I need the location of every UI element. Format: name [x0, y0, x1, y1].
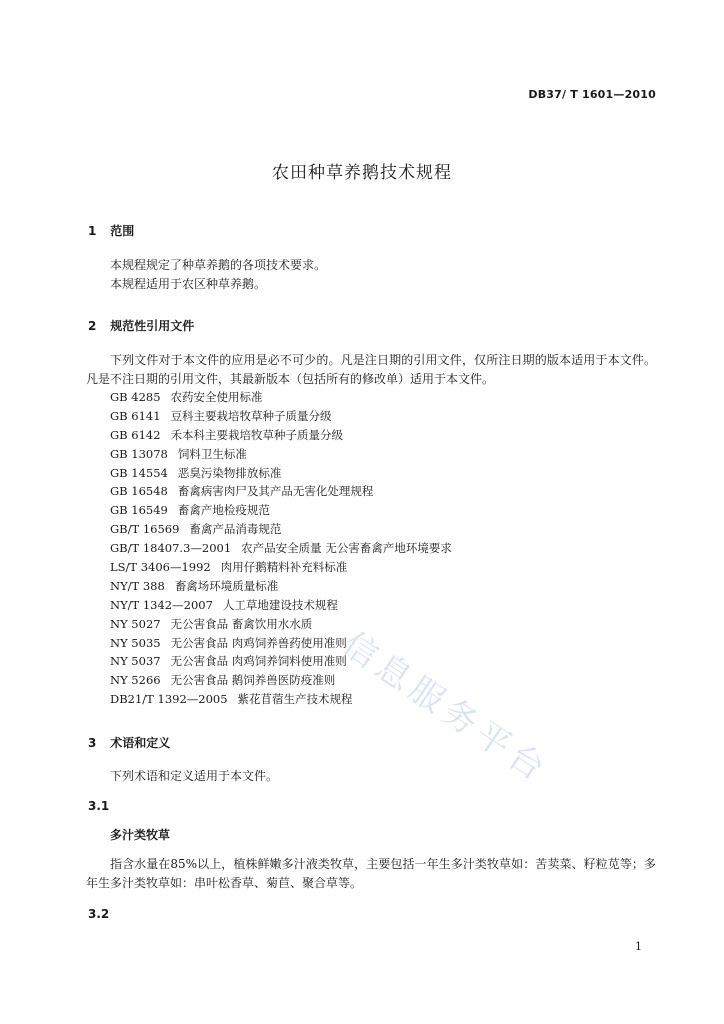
- term-name: 多汁类牧草: [110, 828, 171, 842]
- section-3-heading: [88, 734, 170, 751]
- reference-name: 恶臭污染物排放标准: [177, 465, 282, 480]
- reference-name: 畜禽场环境质量标准: [174, 578, 279, 593]
- standard-code: DB37/ T 1601—2010: [528, 88, 656, 101]
- reference-code: NY 5037: [110, 654, 161, 669]
- reference-item: [110, 615, 452, 634]
- references-intro: 下列文件对于本文件的应用是必不可少的。凡是注日期的引用文件，仅所注日期的版本适用于本文件。凡是不注日期的引用文件，其最新版本（包括所有的修改单）适用于本文件。: [86, 353, 656, 386]
- reference-name: 豆科主要栽培牧草种子质量分级: [170, 408, 332, 423]
- terms-intro: 下列术语和定义适用于本文件。: [110, 769, 279, 783]
- watermark-text: 信息服务平台: [334, 624, 557, 792]
- reference-item: [110, 690, 452, 709]
- reference-name: 无公害食品 畜禽饮用水水质: [170, 616, 313, 631]
- reference-name: 紫花苜蓿生产技术规程: [237, 692, 353, 707]
- reference-item: [110, 652, 452, 671]
- reference-code: GB/T 18407.3—2001: [110, 541, 232, 556]
- reference-item: [110, 634, 452, 653]
- scope-line-1: 本规程规定了种草养鹅的各项技术要求。: [110, 258, 327, 272]
- term-number-3-1: 3.1: [88, 799, 110, 813]
- reference-name: 无公害食品 肉鸡饲养兽药使用准则: [170, 635, 347, 650]
- page-number: 1: [635, 940, 642, 953]
- section-title: 术语和定义: [110, 736, 171, 750]
- term-definition: 指含水量在85%以上，植株鲜嫩多汁液类牧草，主要包括一年生多汁类牧草如：苦荬菜、籽粒苋等；多年生多汁类牧草如：串叶松香草、菊苣、聚合草等。: [86, 857, 656, 890]
- section-number: 2: [88, 319, 97, 333]
- term-number-3-2: 3.2: [88, 907, 110, 921]
- reference-code: NY/T 388: [110, 578, 165, 593]
- reference-code: NY 5027: [110, 616, 161, 631]
- reference-name: 畜禽病害肉尸及其产品无害化处理规程: [177, 484, 374, 499]
- section-number: 3: [88, 736, 97, 750]
- reference-name: 畜禽产品消毒规范: [189, 522, 282, 537]
- reference-code: LS/T 3406—1992: [110, 560, 211, 575]
- reference-code: GB 14554: [110, 465, 168, 480]
- reference-code: GB 4285: [110, 390, 161, 404]
- reference-item: [110, 596, 452, 615]
- reference-code: GB/T 16569: [110, 522, 180, 537]
- reference-item: [110, 501, 452, 520]
- reference-name: 无公害食品 鹅饲养兽医防疫准则: [170, 673, 336, 688]
- reference-code: NY/T 1342—2007: [110, 597, 213, 612]
- scope-line-2: 本规程适用于农区种草养鹅。: [110, 277, 267, 291]
- reference-name: 无公害食品 肉鸡饲养饲料使用准则: [170, 654, 347, 669]
- reference-code: GB 16549: [110, 503, 168, 518]
- section-title: 范围: [110, 224, 135, 238]
- reference-list: [110, 388, 452, 709]
- reference-name: 畜禽产地检疫规范: [177, 503, 270, 518]
- reference-item: [110, 482, 452, 501]
- reference-code: GB 6142: [110, 427, 161, 442]
- section-1-heading: [88, 222, 134, 239]
- reference-item: [110, 577, 452, 596]
- reference-item: [110, 558, 452, 577]
- reference-code: DB21/T 1392—2005: [110, 692, 228, 707]
- reference-name: 禾本科主要栽培牧草种子质量分级: [170, 427, 344, 442]
- reference-item: [110, 445, 452, 464]
- reference-item: [110, 388, 452, 407]
- reference-code: GB 16548: [110, 484, 168, 499]
- reference-name: 农药安全使用标准: [170, 390, 263, 404]
- reference-item: [110, 671, 452, 690]
- reference-item: [110, 539, 452, 558]
- reference-name: 人工草地建设技术规程: [222, 597, 338, 612]
- reference-name: 饲料卫生标准: [177, 446, 247, 461]
- reference-item: [110, 464, 452, 483]
- reference-item: [110, 520, 452, 539]
- section-2-heading: [88, 317, 194, 334]
- reference-item: [110, 426, 452, 445]
- document-title: 农田种草养鹅技术规程: [272, 163, 452, 183]
- section-number: 1: [88, 224, 97, 238]
- reference-item: [110, 407, 452, 426]
- reference-code: NY 5266: [110, 673, 161, 688]
- reference-code: GB 13078: [110, 446, 168, 461]
- section-title: 规范性引用文件: [110, 319, 195, 333]
- reference-code: GB 6141: [110, 408, 161, 423]
- reference-name: 肉用仔鹅精料补充料标准: [220, 560, 348, 575]
- reference-code: NY 5035: [110, 635, 161, 650]
- reference-name: 农产品安全质量 无公害畜禽产地环境要求: [241, 541, 452, 556]
